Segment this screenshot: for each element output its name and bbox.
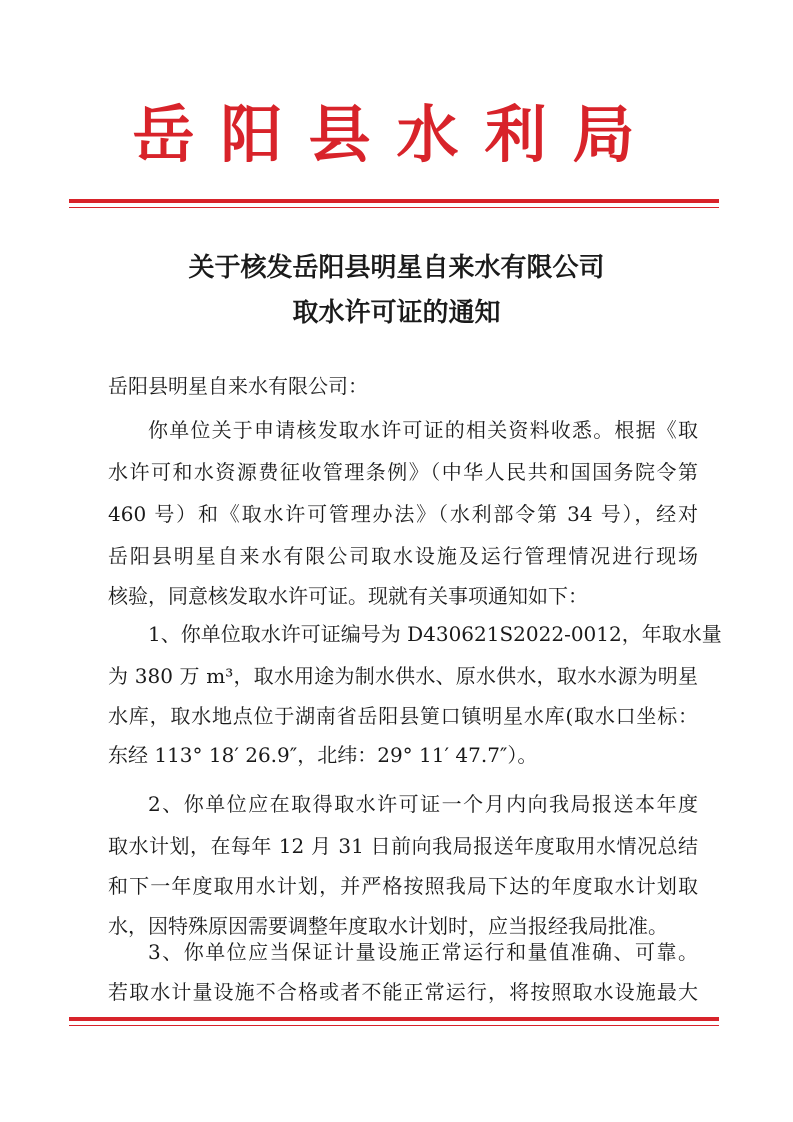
paragraph-1-line-2: 水许可和水资源费征收管理条例》（中华人民共和国国务院令第	[108, 460, 698, 484]
paragraph-1-line-5: 核验，同意核发取水许可证。现就有关事项通知如下：	[108, 584, 588, 608]
paragraph-1-line-3: 460 号）和《取水许可管理办法》（水利部令第 34 号），经对	[108, 502, 698, 526]
paragraph-3-line-4: 水，因特殊原因需要调整年度取水计划时，应当报经我局批准。	[108, 914, 668, 938]
paragraph-1-line-1: 你单位关于申请核发取水许可证的相关资料收悉。根据《取	[148, 418, 698, 442]
paragraph-1-line-4: 岳阳县明星自来水有限公司取水设施及运行管理情况进行现场	[108, 544, 698, 568]
footer-rule-thick	[69, 1017, 719, 1021]
letterhead: 岳阳县水利局	[132, 98, 661, 171]
header-rule-thick	[69, 199, 719, 203]
addressee: 岳阳县明星自来水有限公司：	[108, 374, 368, 398]
document-title-line-1: 关于核发岳阳县明星自来水有限公司	[188, 253, 605, 283]
paragraph-3-line-2: 取水计划，在每年 12 月 31 日前向我局报送年度取用水情况总结	[108, 834, 698, 858]
paragraph-3-line-3: 和下一年度取用水计划，并严格按照我局下达的年度取水计划取	[108, 874, 698, 898]
paragraph-2-line-1: 1、你单位取水许可证编号为 D430621S2022-0012，年取水量	[148, 622, 722, 646]
paragraph-3-line-1: 2、你单位应在取得取水许可证一个月内向我局报送本年度	[148, 792, 698, 816]
paragraph-2-line-2: 为 380 万 m³，取水用途为制水供水、原水供水，取水水源为明星	[108, 664, 698, 688]
document-title-line-2: 取水许可证的通知	[292, 298, 501, 328]
paragraph-2-line-4: 东经 113° 18′ 26.9″，北纬：29° 11′ 47.7″）。	[108, 743, 538, 767]
footer-rule-thin	[69, 1025, 719, 1026]
paragraph-4-line-2: 若取水计量设施不合格或者不能正常运行，将按照取水设施最大	[108, 980, 698, 1004]
header-rule-thin	[69, 207, 719, 208]
paragraph-4-line-1: 3、你单位应当保证计量设施正常运行和量值准确、可靠。	[148, 940, 698, 964]
paragraph-2-line-3: 水库，取水地点位于湖南省岳阳县筻口镇明星水库(取水口坐标：	[108, 704, 698, 728]
